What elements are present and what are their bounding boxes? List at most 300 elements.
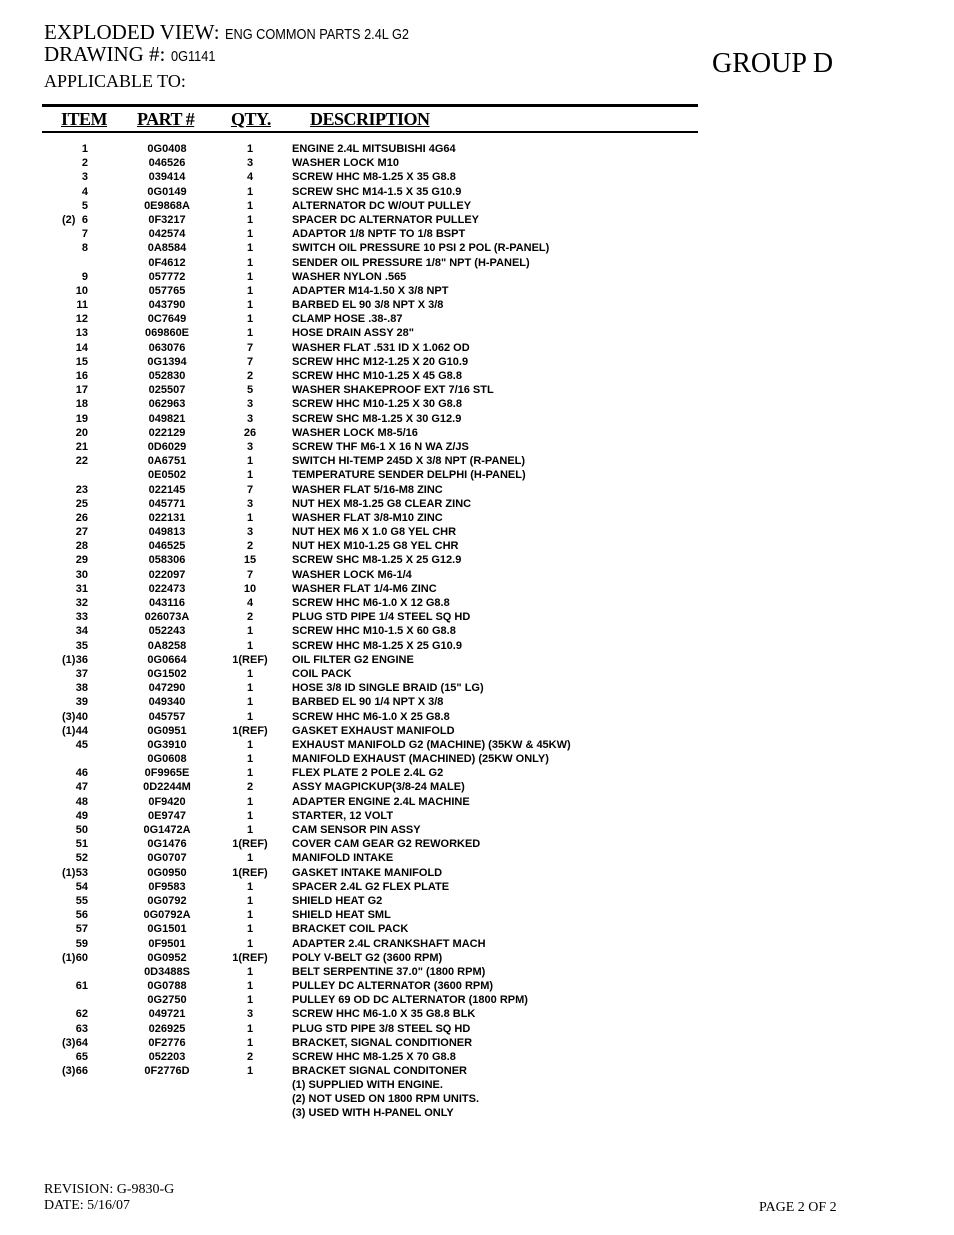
row-part-number: 022131 bbox=[148, 511, 186, 524]
row-item: 64 bbox=[75, 1036, 88, 1049]
row-description: SCREW HHC M6-1.0 X 12 G8.8 bbox=[292, 597, 450, 609]
table-row bbox=[0, 866, 954, 880]
row-description: SWITCH OIL PRESSURE 10 PSI 2 POL (R-PANEL) bbox=[292, 242, 550, 255]
row-qty: 2 bbox=[246, 611, 254, 624]
row-description: SCREW HHC M10-1.5 X 60 G8.8 bbox=[292, 625, 456, 638]
row-item: 40 bbox=[75, 710, 88, 723]
row-qty: 1 bbox=[246, 1022, 254, 1035]
row-description: SCREW HHC M10-1.25 X 30 G8.8 bbox=[292, 398, 462, 411]
row-description: WASHER FLAT 3/8-M10 ZINC bbox=[292, 511, 443, 524]
footnote: (1) SUPPLIED WITH ENGINE. bbox=[292, 1079, 443, 1091]
row-description: NUT HEX M10-1.25 G8 YEL CHR bbox=[292, 540, 459, 553]
table-row bbox=[0, 483, 954, 497]
row-item: 47 bbox=[75, 781, 88, 794]
row-qty: 1 bbox=[246, 256, 254, 269]
table-row bbox=[0, 1036, 954, 1050]
table-row bbox=[0, 426, 954, 440]
row-qty: 3 bbox=[246, 526, 254, 539]
table-row bbox=[0, 681, 954, 695]
row-description: HOSE 3/8 ID SINGLE BRAID (15" LG) bbox=[292, 682, 484, 695]
table-row bbox=[0, 908, 954, 922]
table-row bbox=[0, 582, 954, 596]
row-qty: 1 bbox=[246, 455, 254, 468]
row-item: 50 bbox=[75, 824, 88, 836]
row-part-number: 046526 bbox=[148, 157, 186, 170]
row-qty: 1 bbox=[246, 213, 254, 226]
row-part-number: 026073A bbox=[144, 611, 190, 624]
row-qty: 3 bbox=[246, 157, 254, 170]
row-part-number: 025507 bbox=[148, 384, 186, 397]
row-part-number: 0G0608 bbox=[147, 753, 187, 766]
row-part-number: 022097 bbox=[148, 568, 186, 581]
row-qty: 3 bbox=[246, 440, 254, 453]
row-part-number: 0G0788 bbox=[147, 980, 187, 993]
row-description: ENGINE 2.4L MITSUBISHI 4G64 bbox=[292, 143, 456, 155]
row-description: ASSY MAGPICKUP(3/8-24 MALE) bbox=[292, 781, 465, 794]
row-description: SCREW HHC M8-1.25 X 25 G10.9 bbox=[292, 639, 462, 652]
row-qty: 1 bbox=[246, 738, 254, 751]
row-part-number: 052243 bbox=[148, 625, 186, 638]
row-part-number: 046525 bbox=[148, 540, 186, 553]
row-description: BRACKET, SIGNAL CONDITIONER bbox=[292, 1036, 473, 1049]
row-description: SCREW HHC M8-1.25 X 70 G8.8 bbox=[292, 1051, 456, 1063]
footnote: (2) NOT USED ON 1800 RPM UNITS. bbox=[292, 1093, 480, 1106]
row-note: (3) bbox=[62, 710, 76, 723]
row-description: PLUG STD PIPE 3/8 STEEL SQ HD bbox=[292, 1022, 471, 1035]
row-qty: 7 bbox=[246, 568, 254, 581]
row-qty: 1(REF) bbox=[232, 866, 268, 879]
table-row bbox=[0, 979, 954, 993]
table-row bbox=[0, 185, 954, 199]
row-qty: 1 bbox=[246, 795, 254, 808]
row-part-number: 045757 bbox=[148, 710, 186, 723]
row-part-number: 0G0707 bbox=[147, 852, 187, 865]
row-item: 61 bbox=[75, 980, 88, 993]
row-part-number: 049721 bbox=[148, 1008, 186, 1021]
table-row bbox=[0, 539, 954, 553]
table-row bbox=[0, 937, 954, 951]
row-part-number: 069860E bbox=[144, 327, 190, 340]
table-row bbox=[0, 710, 954, 724]
row-qty: 1 bbox=[246, 937, 254, 950]
table-row bbox=[0, 170, 954, 184]
row-qty: 1(REF) bbox=[232, 653, 268, 666]
row-part-number: 049821 bbox=[148, 412, 186, 425]
row-qty: 1 bbox=[246, 469, 254, 482]
row-qty: 1 bbox=[246, 199, 254, 212]
row-qty: 2 bbox=[246, 1051, 254, 1063]
row-part-number: 0G0408 bbox=[147, 143, 187, 155]
row-qty: 1 bbox=[246, 1065, 254, 1078]
row-item: 62 bbox=[75, 1008, 88, 1021]
row-note: (1) bbox=[62, 653, 76, 666]
table-row bbox=[0, 142, 954, 156]
row-item: 16 bbox=[75, 370, 88, 382]
row-qty: 4 bbox=[246, 171, 254, 184]
row-part-number: 0E0502 bbox=[148, 469, 186, 482]
row-item: 34 bbox=[75, 625, 88, 638]
row-item: 54 bbox=[75, 880, 88, 893]
row-description: POLY V-BELT G2 (3600 RPM) bbox=[292, 951, 443, 964]
row-qty: 1 bbox=[246, 809, 254, 822]
row-item: 11 bbox=[76, 299, 88, 312]
row-description: OIL FILTER G2 ENGINE bbox=[292, 653, 414, 666]
row-qty: 1 bbox=[246, 625, 254, 638]
table-row bbox=[0, 412, 954, 426]
row-description: WASHER SHAKEPROOF EXT 7/16 STL bbox=[292, 384, 494, 397]
row-description: SCREW HHC M6-1.0 X 25 G8.8 bbox=[292, 710, 450, 723]
row-item: 56 bbox=[75, 909, 88, 922]
row-item: 22 bbox=[75, 455, 88, 468]
row-qty: 1 bbox=[246, 143, 254, 155]
row-description: ADAPTOR 1/8 NPTF TO 1/8 BSPT bbox=[292, 228, 466, 241]
row-part-number: 0A8258 bbox=[147, 639, 187, 652]
row-part-number: 0A6751 bbox=[147, 455, 187, 468]
row-description: CLAMP HOSE .38-.87 bbox=[292, 313, 403, 326]
row-item: 39 bbox=[75, 696, 88, 709]
table-row bbox=[0, 355, 954, 369]
row-item: 55 bbox=[75, 894, 88, 907]
row-item: 15 bbox=[75, 355, 88, 368]
row-qty: 1(REF) bbox=[232, 838, 268, 851]
row-qty: 3 bbox=[246, 497, 254, 510]
row-qty: 1(REF) bbox=[232, 951, 268, 964]
table-row bbox=[0, 383, 954, 397]
row-part-number: 0D3488S bbox=[144, 965, 190, 978]
row-item: 6 bbox=[81, 213, 88, 226]
row-item: 9 bbox=[81, 270, 88, 283]
table-row bbox=[0, 497, 954, 511]
table-row bbox=[0, 724, 954, 738]
row-item: 26 bbox=[75, 511, 88, 524]
row-item: 14 bbox=[75, 341, 88, 354]
row-part-number: 0F2776 bbox=[148, 1036, 186, 1049]
column-header-item: ITEM bbox=[61, 109, 108, 129]
row-item: 27 bbox=[75, 526, 88, 539]
row-item: 46 bbox=[75, 767, 88, 780]
row-part-number: 026925 bbox=[148, 1022, 186, 1035]
row-description: SCREW HHC M12-1.25 X 20 G10.9 bbox=[292, 355, 469, 368]
table-row bbox=[0, 596, 954, 610]
row-part-number: 0G3910 bbox=[147, 738, 187, 751]
table-row bbox=[0, 880, 954, 894]
row-qty: 1 bbox=[246, 696, 254, 709]
row-qty: 1 bbox=[246, 682, 254, 695]
parts-table bbox=[0, 142, 954, 1078]
footnote: (3) USED WITH H-PANEL ONLY bbox=[292, 1107, 454, 1120]
row-qty: 1 bbox=[246, 894, 254, 907]
row-qty: 1 bbox=[246, 284, 254, 297]
table-row bbox=[0, 837, 954, 851]
row-description: GASKET EXHAUST MANIFOLD bbox=[292, 724, 455, 737]
row-part-number: 0G1476 bbox=[147, 838, 187, 851]
row-description: WASHER LOCK M10 bbox=[292, 157, 399, 170]
table-row bbox=[0, 667, 954, 681]
row-description: ALTERNATOR DC W/OUT PULLEY bbox=[292, 199, 472, 212]
table-row bbox=[0, 1022, 954, 1036]
table-row bbox=[0, 653, 954, 667]
row-qty: 2 bbox=[246, 370, 254, 382]
row-description: SCREW HHC M10-1.25 X 45 G8.8 bbox=[292, 370, 462, 382]
row-part-number: 0F9965E bbox=[144, 767, 190, 780]
row-item: 10 bbox=[75, 284, 88, 297]
row-description: PLUG STD PIPE 1/4 STEEL SQ HD bbox=[292, 611, 471, 624]
row-part-number: 0G0950 bbox=[147, 866, 187, 879]
table-row bbox=[0, 639, 954, 653]
row-qty: 1 bbox=[246, 242, 254, 255]
row-description: SCREW SHC M14-1.5 X 35 G10.9 bbox=[292, 185, 462, 198]
table-row bbox=[0, 965, 954, 979]
row-part-number: 0G0792 bbox=[147, 894, 187, 907]
row-item: 32 bbox=[75, 597, 88, 609]
table-row bbox=[0, 468, 954, 482]
table-row bbox=[0, 397, 954, 411]
row-part-number: 0D2244M bbox=[143, 781, 191, 794]
row-part-number: 0F4612 bbox=[148, 256, 186, 269]
row-part-number: 0F3217 bbox=[148, 213, 186, 226]
column-header-part: PART # bbox=[137, 109, 195, 129]
row-description: TEMPERATURE SENDER DELPHI (H-PANEL) bbox=[292, 469, 526, 482]
row-note: (1) bbox=[62, 724, 76, 737]
row-item: 5 bbox=[81, 199, 88, 212]
table-row bbox=[0, 553, 954, 567]
table-row bbox=[0, 624, 954, 638]
drawing-number bbox=[44, 42, 223, 69]
row-item: 18 bbox=[75, 398, 88, 411]
row-description: SCREW HHC M8-1.25 X 35 G8.8 bbox=[292, 171, 456, 184]
row-item: 48 bbox=[75, 795, 88, 808]
drawing-number-label: DRAWING #: bbox=[44, 42, 166, 66]
row-item: 8 bbox=[81, 242, 88, 255]
row-description: SENDER OIL PRESSURE 1/8" NPT (H-PANEL) bbox=[292, 256, 530, 269]
row-qty: 1 bbox=[246, 639, 254, 652]
row-item: 21 bbox=[75, 440, 88, 453]
row-description: CAM SENSOR PIN ASSY bbox=[292, 824, 421, 836]
table-row bbox=[0, 795, 954, 809]
row-qty: 1 bbox=[246, 965, 254, 978]
row-description: NUT HEX M8-1.25 G8 CLEAR ZINC bbox=[292, 497, 472, 510]
row-description: SCREW SHC M8-1.25 X 30 G12.9 bbox=[292, 412, 462, 425]
row-item: 63 bbox=[75, 1022, 88, 1035]
table-row bbox=[0, 922, 954, 936]
row-note: (3) bbox=[62, 1065, 76, 1078]
row-part-number: 0G2750 bbox=[147, 994, 187, 1007]
table-row bbox=[0, 341, 954, 355]
row-qty: 1 bbox=[246, 667, 254, 680]
table-row bbox=[0, 1064, 954, 1078]
row-description: BRACKET SIGNAL CONDITONER bbox=[292, 1065, 467, 1078]
row-part-number: 057765 bbox=[148, 284, 186, 297]
table-row bbox=[0, 284, 954, 298]
row-description: SCREW HHC M6-1.0 X 35 G8.8 BLK bbox=[292, 1008, 476, 1021]
row-note: (3) bbox=[62, 1036, 76, 1049]
row-item: 51 bbox=[75, 838, 88, 851]
row-qty: 3 bbox=[246, 398, 254, 411]
row-description: BARBED EL 90 1/4 NPT X 3/8 bbox=[292, 696, 444, 709]
row-item: 4 bbox=[81, 185, 88, 198]
row-item: 13 bbox=[75, 327, 88, 340]
row-qty: 1 bbox=[246, 710, 254, 723]
row-qty: 1 bbox=[246, 880, 254, 893]
row-qty: 10 bbox=[243, 582, 257, 595]
row-item: 23 bbox=[75, 483, 88, 496]
row-qty: 1 bbox=[246, 1036, 254, 1049]
table-row bbox=[0, 227, 954, 241]
row-part-number: 0A8584 bbox=[147, 242, 187, 255]
row-part-number: 0G1394 bbox=[147, 355, 187, 368]
table-row bbox=[0, 993, 954, 1007]
row-qty: 7 bbox=[246, 355, 254, 368]
row-item: 35 bbox=[75, 639, 88, 652]
table-row bbox=[0, 951, 954, 965]
row-part-number: 049340 bbox=[148, 696, 186, 709]
exploded-view-value: ENG COMMON PARTS 2.4L G2 bbox=[224, 26, 409, 43]
row-part-number: 0E9868A bbox=[144, 199, 190, 212]
row-item: 3 bbox=[81, 171, 88, 184]
row-part-number: 022129 bbox=[148, 426, 186, 439]
row-description: MANIFOLD EXHAUST (MACHINED) (25KW ONLY) bbox=[292, 753, 549, 766]
row-qty: 7 bbox=[246, 341, 254, 354]
row-qty: 2 bbox=[246, 781, 254, 794]
row-part-number: 0G1502 bbox=[147, 667, 187, 680]
table-row bbox=[0, 610, 954, 624]
row-qty: 1 bbox=[246, 185, 254, 198]
row-item: 37 bbox=[75, 667, 88, 680]
row-qty: 1 bbox=[246, 824, 254, 836]
table-row bbox=[0, 525, 954, 539]
table-row bbox=[0, 752, 954, 766]
row-item: 38 bbox=[75, 682, 88, 695]
row-description: WASHER LOCK M6-1/4 bbox=[292, 568, 412, 581]
row-note: (2) bbox=[62, 213, 76, 226]
row-description: FLEX PLATE 2 POLE 2.4L G2 bbox=[292, 767, 444, 780]
table-row bbox=[0, 213, 954, 227]
table-row bbox=[0, 369, 954, 383]
row-qty: 1 bbox=[246, 299, 254, 312]
row-qty: 1 bbox=[246, 753, 254, 766]
row-part-number: 063076 bbox=[148, 341, 186, 354]
footnotes bbox=[292, 1078, 479, 1121]
row-description: SWITCH HI-TEMP 245D X 3/8 NPT (R-PANEL) bbox=[292, 455, 526, 468]
header-rule-bottom bbox=[42, 131, 698, 133]
table-row bbox=[0, 823, 954, 837]
table-row bbox=[0, 312, 954, 326]
table-row bbox=[0, 738, 954, 752]
row-description: WASHER FLAT .531 ID X 1.062 OD bbox=[292, 341, 470, 354]
column-header-description: DESCRIPTION bbox=[310, 109, 430, 129]
table-row bbox=[0, 851, 954, 865]
exploded-view-label: EXPLODED VIEW: bbox=[44, 20, 220, 44]
row-description: COVER CAM GEAR G2 REWORKED bbox=[292, 838, 481, 851]
row-item: 52 bbox=[75, 852, 88, 865]
row-item: 20 bbox=[75, 426, 88, 439]
row-part-number: 0G1472A bbox=[143, 824, 191, 836]
row-item: 19 bbox=[75, 412, 88, 425]
row-description: WASHER NYLON .565 bbox=[292, 270, 407, 283]
row-qty: 1 bbox=[246, 980, 254, 993]
table-row bbox=[0, 568, 954, 582]
row-description: WASHER FLAT 5/16-M8 ZINC bbox=[292, 483, 443, 496]
applicable-to: APPLICABLE TO: bbox=[44, 71, 186, 91]
row-item: 66 bbox=[75, 1065, 88, 1078]
row-qty: 15 bbox=[243, 554, 257, 567]
row-qty: 7 bbox=[246, 483, 254, 496]
table-row bbox=[0, 199, 954, 213]
row-item: 33 bbox=[75, 611, 88, 624]
row-part-number: 0G0792A bbox=[143, 909, 191, 922]
row-qty: 1 bbox=[246, 994, 254, 1007]
row-item: 45 bbox=[75, 738, 88, 751]
header-rule-top bbox=[42, 104, 698, 107]
row-description: GASKET INTAKE MANIFOLD bbox=[292, 866, 443, 879]
row-qty: 26 bbox=[243, 426, 257, 439]
revision-date: DATE: 5/16/07 bbox=[44, 1198, 130, 1213]
row-description: ADAPTER 2.4L CRANKSHAFT MACH bbox=[292, 937, 486, 950]
row-description: SHIELD HEAT G2 bbox=[292, 894, 383, 907]
table-row bbox=[0, 440, 954, 454]
drawing-number-value: 0G1141 bbox=[170, 48, 216, 65]
row-part-number: 043116 bbox=[148, 597, 186, 609]
row-qty: 1 bbox=[246, 909, 254, 922]
row-description: WASHER LOCK M8-5/16 bbox=[292, 426, 418, 439]
row-part-number: 062963 bbox=[148, 398, 186, 411]
row-description: HOSE DRAIN ASSY 28" bbox=[292, 327, 414, 340]
row-item: 65 bbox=[75, 1051, 88, 1063]
table-row bbox=[0, 780, 954, 794]
row-item: 2 bbox=[81, 157, 88, 170]
row-qty: 1 bbox=[246, 270, 254, 283]
table-row bbox=[0, 511, 954, 525]
table-row bbox=[0, 326, 954, 340]
row-item: 1 bbox=[81, 143, 88, 155]
table-row bbox=[0, 241, 954, 255]
row-description: EXHAUST MANIFOLD G2 (MACHINE) (35KW & 45KW) bbox=[292, 738, 571, 751]
row-item: 28 bbox=[75, 540, 88, 553]
row-item: 25 bbox=[75, 497, 88, 510]
row-part-number: 0G1501 bbox=[147, 923, 187, 936]
row-note: (1) bbox=[62, 951, 76, 964]
row-description: ADAPTER ENGINE 2.4L MACHINE bbox=[292, 795, 470, 808]
row-qty: 3 bbox=[246, 412, 254, 425]
row-part-number: 057772 bbox=[148, 270, 186, 283]
row-description: STARTER, 12 VOLT bbox=[292, 809, 394, 822]
row-description: ADAPTER M14-1.50 X 3/8 NPT bbox=[292, 284, 449, 297]
row-part-number: 052830 bbox=[148, 370, 186, 382]
row-item: 30 bbox=[75, 568, 88, 581]
row-part-number: 0D6029 bbox=[147, 440, 187, 453]
row-part-number: 0G0951 bbox=[147, 724, 187, 737]
column-header-qty: QTY. bbox=[231, 109, 271, 129]
row-item: 7 bbox=[81, 228, 88, 241]
row-description: SCREW SHC M8-1.25 X 25 G12.9 bbox=[292, 554, 462, 567]
row-description: COIL PACK bbox=[292, 667, 352, 680]
row-description: MANIFOLD INTAKE bbox=[292, 852, 394, 865]
row-part-number: 022473 bbox=[148, 582, 186, 595]
row-item: 12 bbox=[75, 313, 88, 326]
row-part-number: 0C7649 bbox=[147, 313, 187, 326]
table-row bbox=[0, 809, 954, 823]
row-part-number: 0F9583 bbox=[148, 880, 186, 893]
row-qty: 5 bbox=[246, 384, 254, 397]
row-part-number: 0F2776D bbox=[144, 1065, 190, 1078]
row-part-number: 052203 bbox=[148, 1051, 186, 1063]
row-part-number: 045771 bbox=[148, 497, 186, 510]
row-part-number: 0G0149 bbox=[147, 185, 187, 198]
page-number: PAGE 2 OF 2 bbox=[759, 1200, 837, 1215]
table-row bbox=[0, 894, 954, 908]
row-item: 49 bbox=[75, 809, 88, 822]
table-row bbox=[0, 1050, 954, 1064]
